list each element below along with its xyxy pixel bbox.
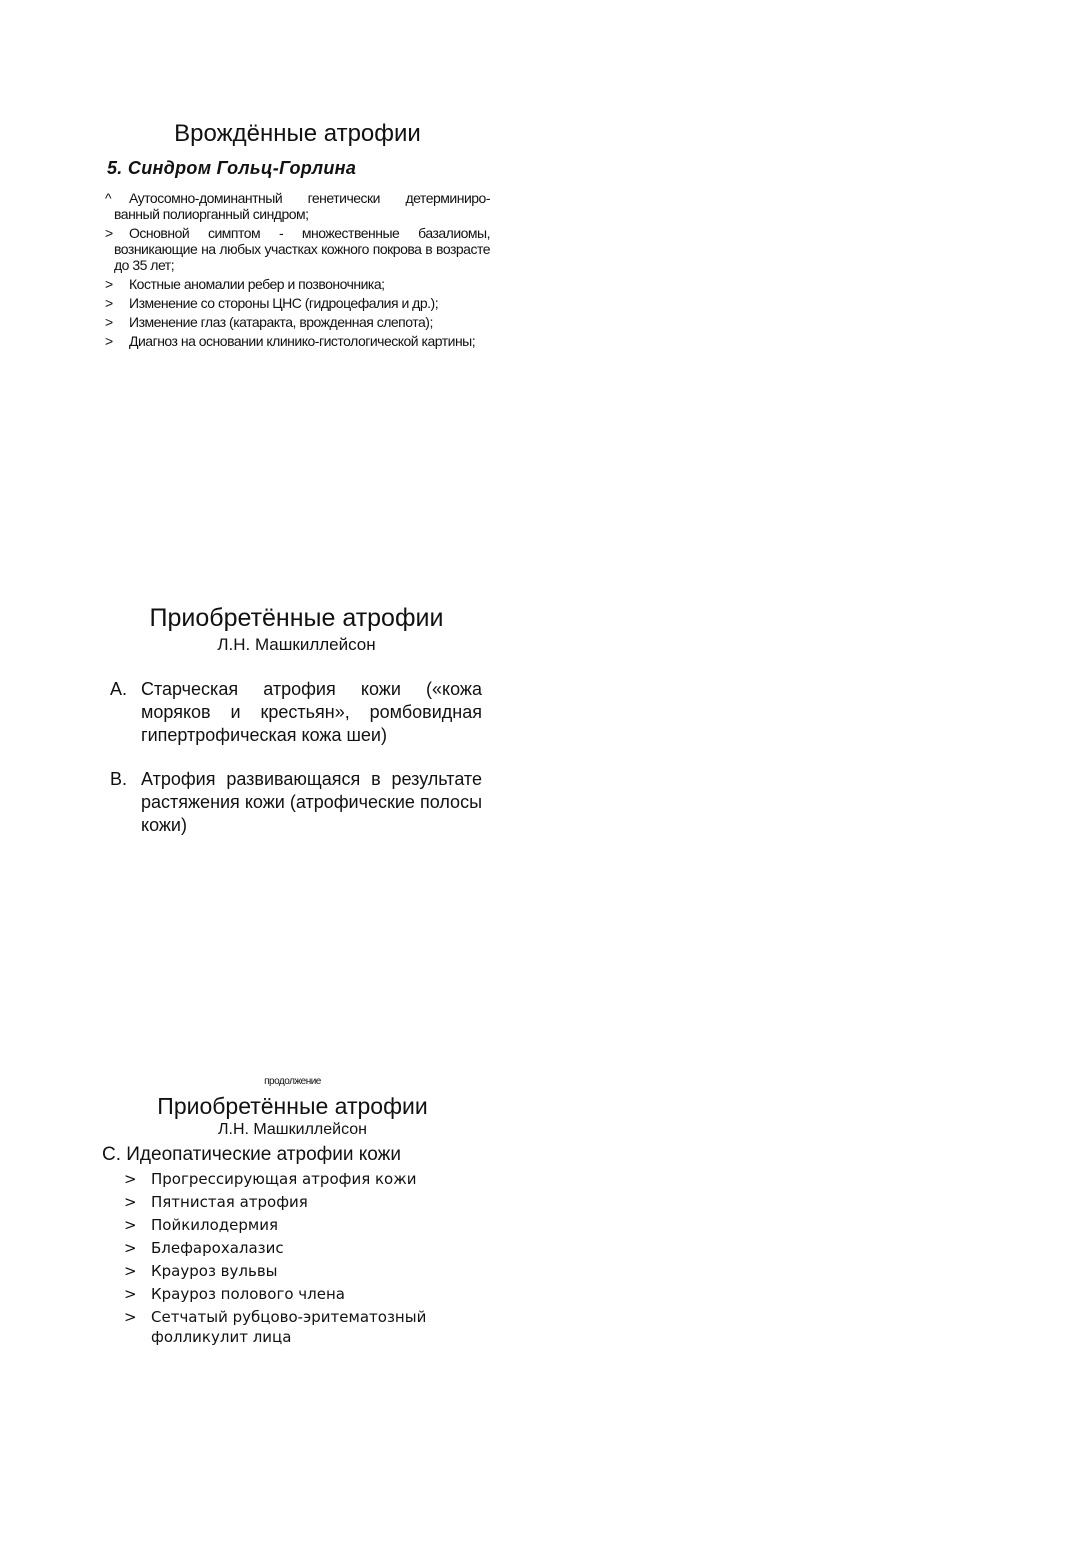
list-marker: > — [105, 276, 113, 292]
slide1-list — [105, 190, 490, 352]
section-heading: С. Идеопатические атрофии кожи — [102, 1144, 401, 1165]
list-item — [124, 1238, 444, 1258]
list-item-text: Старческая атрофия кожи («кожа моряков и крестьян», ромбовидная гипертрофическая кожа шеи) — [141, 679, 482, 745]
list-item — [124, 1215, 444, 1235]
list-item — [105, 190, 490, 222]
list-item — [124, 1192, 444, 1212]
list-item — [124, 1169, 444, 1189]
slide3-list — [124, 1169, 444, 1350]
list-marker: > — [105, 314, 113, 330]
list-marker: > — [124, 1170, 137, 1188]
list-item-text: Основной симптом - множественные базалиомы, возникающие на любых участках кожного покрова в возрасте до 35 лет; — [114, 225, 490, 273]
list-item — [105, 225, 490, 273]
slide2-title: Приобретённые атрофии — [149, 604, 444, 632]
list-marker: > — [124, 1262, 137, 1280]
list-item — [110, 678, 482, 747]
list-item — [105, 333, 490, 349]
slide3-author: Л.Н. Машкиллейсон — [218, 1121, 367, 1138]
slide2-author: Л.Н. Машкиллейсон — [217, 635, 376, 654]
list-item — [105, 276, 490, 292]
list-item-text: Изменение глаз (катаракта, врожденная слепота); — [129, 314, 433, 330]
list-marker: > — [105, 295, 113, 311]
list-marker: > — [124, 1308, 137, 1326]
list-item-text: Крауроз вульвы — [151, 1262, 278, 1280]
list-marker: > — [124, 1239, 137, 1257]
list-item-text: Аутосомно-доминантный генетически детерминиро-ванный полиорганный синдром; — [114, 190, 490, 222]
list-item-text: Крауроз полового члена — [151, 1285, 345, 1303]
list-marker: ^ — [105, 190, 112, 206]
list-marker: > — [124, 1216, 137, 1234]
list-item-text: Пятнистая атрофия — [151, 1193, 308, 1211]
list-item-text: Костные аномалии ребер и позвоночника; — [129, 276, 385, 292]
list-item — [124, 1261, 444, 1281]
list-item-text: Блефарохалазис — [151, 1239, 284, 1257]
list-marker: > — [105, 225, 113, 241]
list-item-text: Диагноз на основании клинико-гистологической картины; — [129, 333, 476, 349]
list-item-text: Атрофия развивающаяся в результате растяжения кожи (атрофические полосы кожи) — [141, 769, 482, 835]
list-item — [124, 1307, 444, 1347]
list-item-text: Прогрессирующая атрофия кожи — [151, 1170, 417, 1188]
list-letter: В. — [110, 769, 128, 789]
list-item-text: Сетчатый рубцово-эритематозный фолликулит лица — [151, 1308, 427, 1346]
continuation-label: продолжение — [264, 1076, 321, 1087]
slide1-subtitle: 5. Синдром Гольц-Горлина — [107, 158, 357, 178]
list-item — [105, 295, 490, 311]
list-item — [110, 768, 482, 837]
slide1-title: Врождённые атрофии — [174, 120, 421, 147]
list-item-text: Пойкилодермия — [151, 1216, 278, 1234]
list-item-text: Изменение со стороны ЦНС (гидроцефалия и др.); — [129, 295, 439, 311]
slide3-title: Приобретённые атрофии — [157, 1093, 428, 1119]
list-letter: А. — [110, 679, 128, 699]
list-marker: > — [124, 1193, 137, 1211]
list-marker: > — [105, 333, 113, 349]
list-item — [124, 1284, 444, 1304]
list-marker: > — [124, 1285, 137, 1303]
list-item — [105, 314, 490, 330]
